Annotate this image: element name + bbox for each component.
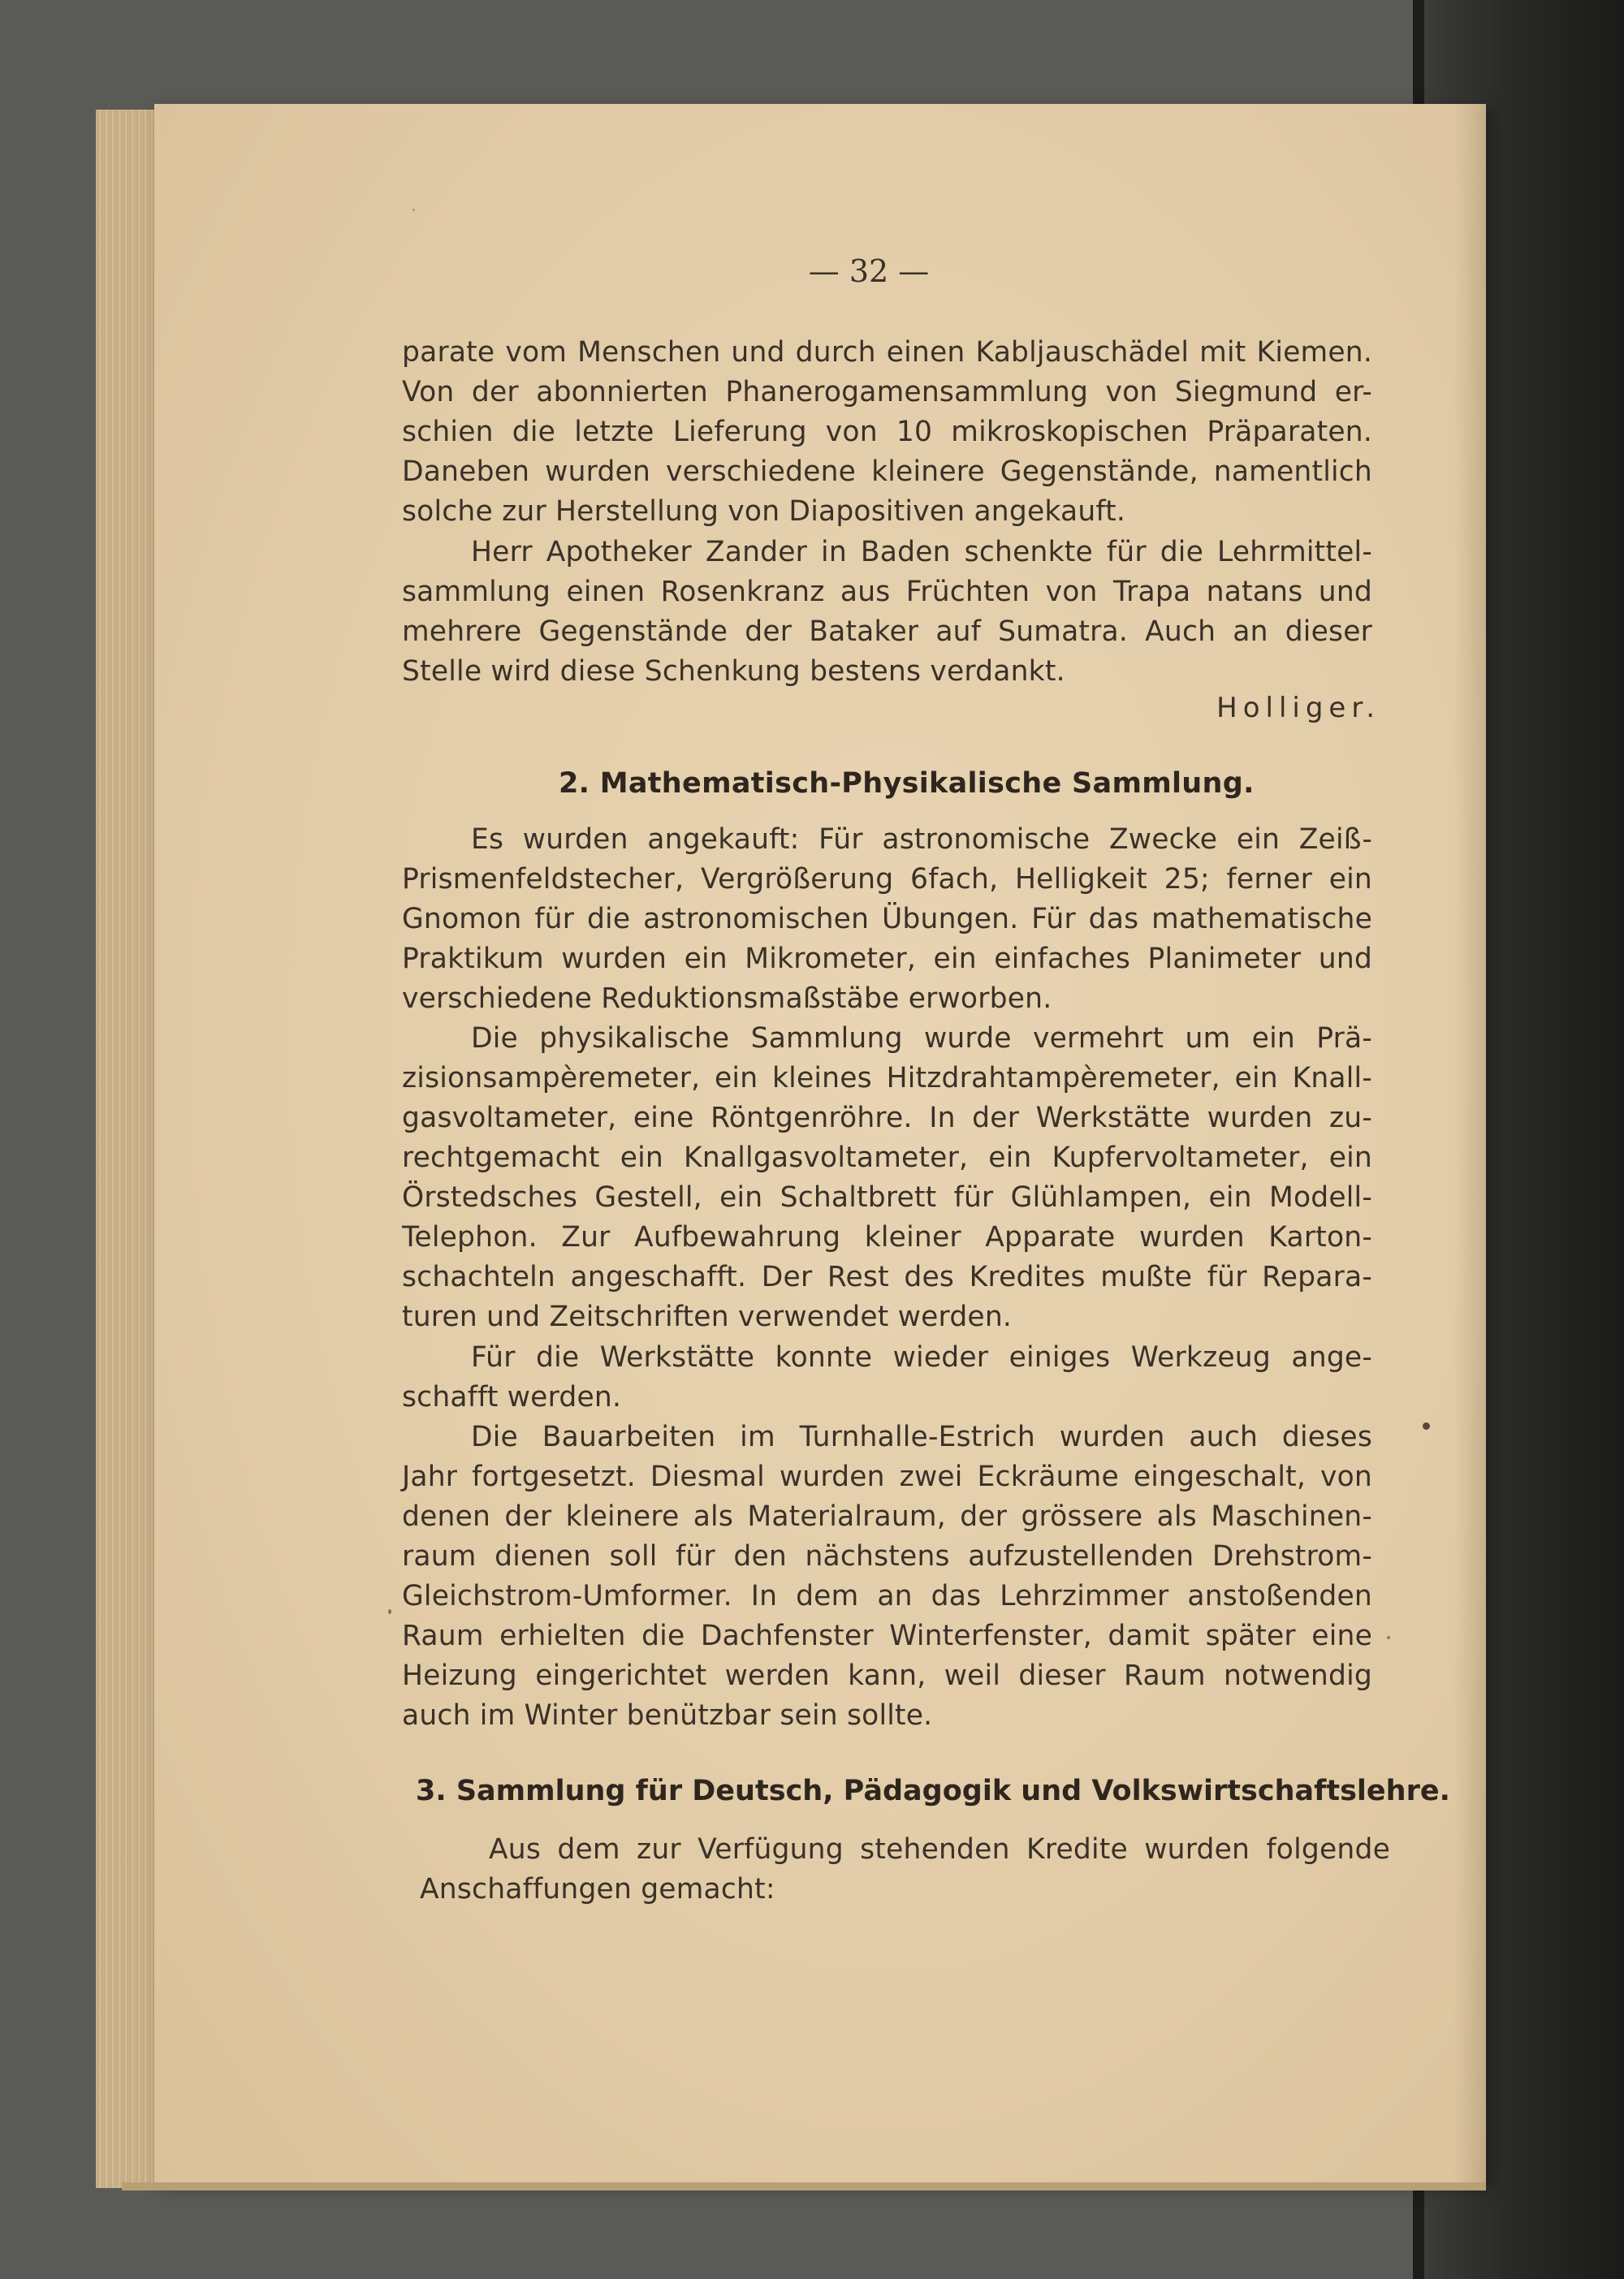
text-line: auch im Winter benützbar sein sollte. xyxy=(402,1699,933,1732)
paper-speck xyxy=(1387,1636,1390,1639)
text-line: Gleichstrom-Umformer. In dem an das Lehrzimmer anstoßenden xyxy=(402,1580,1372,1612)
paper-speck xyxy=(1423,1422,1430,1430)
page-gutter-shadow xyxy=(1453,104,1486,2182)
text-line: mehrere Gegenstände der Bataker auf Sumatra. Auch an dieser xyxy=(402,615,1372,648)
paper-speck xyxy=(388,1609,391,1614)
text-line: Die Bauarbeiten im Turnhalle-Estrich wurden auch dieses xyxy=(471,1421,1372,1453)
text-line: gasvoltameter, eine Röntgenröhre. In der Werkstätte wurden zu- xyxy=(402,1102,1372,1134)
page-bottom-edge xyxy=(122,2182,1486,2191)
text-line: solche zur Herstellung von Diapositiven angekauft. xyxy=(402,495,1126,528)
text-line: denen der kleinere als Materialraum, der grössere als Maschinen- xyxy=(402,1500,1372,1533)
text-line: Raum erhielten die Dachfenster Winterfenster, damit später eine xyxy=(402,1620,1372,1652)
text-line: turen und Zeitschriften verwendet werden. xyxy=(402,1301,1013,1333)
text-line: Für die Werkstätte konnte wieder einiges Werkzeug ange- xyxy=(471,1341,1372,1374)
text-line: Jahr fortgesetzt. Diesmal wurden zwei Eckräume eingeschalt, von xyxy=(402,1461,1372,1493)
text-line: Es wurden angekauft: Für astronomische Zwecke ein Zeiß- xyxy=(471,823,1372,856)
text-line: Aus dem zur Verfügung stehenden Kredite wurden folgende xyxy=(489,1833,1390,1866)
paper-speck xyxy=(412,209,415,211)
text-line: schafft werden. xyxy=(402,1381,622,1414)
signature: Holliger. xyxy=(1216,692,1380,724)
text-line: Herr Apotheker Zander in Baden schenkte für die Lehrmittel- xyxy=(471,536,1372,568)
text-line: sammlung einen Rosenkranz aus Früchten von Trapa natans und xyxy=(402,576,1372,608)
text-line: schien die letzte Lieferung von 10 mikroskopischen Präparaten. xyxy=(402,416,1372,448)
text-line: Stelle wird diese Schenkung bestens verdankt. xyxy=(402,655,1065,688)
text-line: rechtgemacht ein Knallgasvoltameter, ein Kupfervoltameter, ein xyxy=(402,1142,1372,1174)
text-line: parate vom Menschen und durch einen Kabljauschädel mit Kiemen. xyxy=(402,336,1372,369)
section-heading-2: 2. Mathematisch-Physikalische Sammlung. xyxy=(559,767,1255,800)
text-line: schachteln angeschafft. Der Rest des Kredites mußte für Repara- xyxy=(402,1261,1372,1293)
text-line: zisionsampèremeter, ein kleines Hitzdrahtampèremeter, ein Knall- xyxy=(402,1062,1372,1094)
text-line: verschiedene Reduktionsmaßstäbe erworben. xyxy=(402,982,1052,1015)
text-line: Anschaffungen gemacht: xyxy=(420,1873,775,1906)
text-line: Heizung eingerichtet werden kann, weil dieser Raum notwendig xyxy=(402,1660,1372,1692)
text-line: Praktikum wurden ein Mikrometer, ein einfaches Planimeter und xyxy=(402,943,1372,975)
text-line: Telephon. Zur Aufbewahrung kleiner Apparate wurden Karton- xyxy=(402,1221,1372,1254)
text-line: raum dienen soll für den nächstens aufzustellenden Drehstrom- xyxy=(402,1540,1372,1573)
text-line: Gnomon für die astronomischen Übungen. Für das mathematische xyxy=(402,903,1372,935)
text-line: Von der abonnierten Phanerogamensammlung von Siegmund er- xyxy=(402,376,1372,408)
text-line: Die physikalische Sammlung wurde vermehrt um ein Prä- xyxy=(471,1022,1372,1055)
section-heading-3: 3. Sammlung für Deutsch, Pädagogik und Volkswirtschaftslehre. xyxy=(416,1775,1450,1807)
text-line: Prismenfeldstecher, Vergrößerung 6fach, Helligkeit 25; ferner ein xyxy=(402,863,1372,896)
text-line: Örstedsches Gestell, ein Schaltbrett für Glühlampen, ein Modell- xyxy=(402,1181,1372,1214)
text-line: Daneben wurden verschiedene kleinere Gegenstände, namentlich xyxy=(402,455,1372,488)
page-number: — 32 — xyxy=(808,253,930,289)
